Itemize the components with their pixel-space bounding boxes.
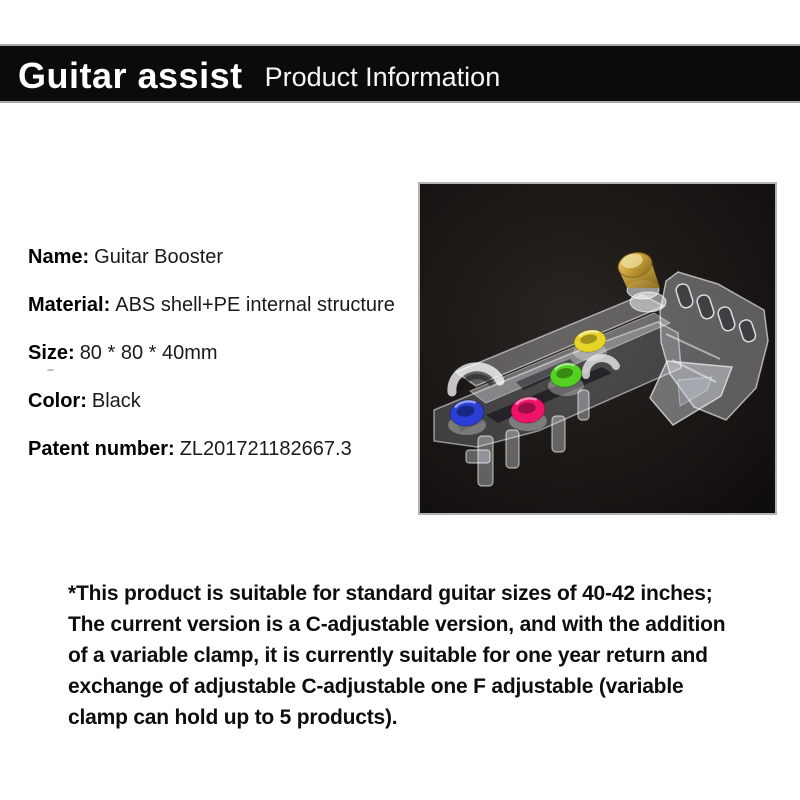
detail-value: Black	[91, 390, 141, 412]
detail-row-color	[28, 390, 420, 413]
product-details	[28, 246, 420, 486]
detail-value: 80 * 80 * 40mm	[79, 342, 218, 364]
detail-label: Name:	[28, 246, 90, 268]
detail-row-name	[28, 246, 420, 269]
footnote-line: exchange of adjustable C-adjustable one F adjustable (variable	[68, 675, 684, 698]
detail-label: Material:	[28, 294, 111, 316]
detail-row-material	[28, 294, 420, 317]
product-photo	[418, 182, 777, 515]
footnote-line: clamp can hold up to 5 products).	[68, 706, 398, 729]
detail-label: Color:	[28, 390, 87, 412]
detail-label: Patent number:	[28, 438, 175, 460]
detail-row-patent	[28, 438, 420, 461]
product-image	[420, 184, 775, 513]
detail-row-size	[28, 342, 420, 365]
brand-title: Guitar assist	[18, 54, 243, 96]
detail-value: Guitar Booster	[94, 246, 224, 268]
detail-value: ZL201721182667.3	[179, 438, 352, 460]
page-title: Product Information	[264, 61, 501, 92]
footnote-line: *This product is suitable for standard guitar sizes of 40-42 inches;	[68, 582, 713, 605]
footnote	[68, 578, 778, 733]
detail-value: ABS shell+PE internal structure	[115, 294, 395, 316]
footnote-line: The current version is a C-adjustable version, and with the addition	[68, 613, 726, 636]
footnote-line: of a variable clamp, it is currently suitable for one year return and	[68, 644, 708, 667]
detail-label: Size:	[28, 342, 75, 364]
header-bar	[0, 44, 800, 103]
